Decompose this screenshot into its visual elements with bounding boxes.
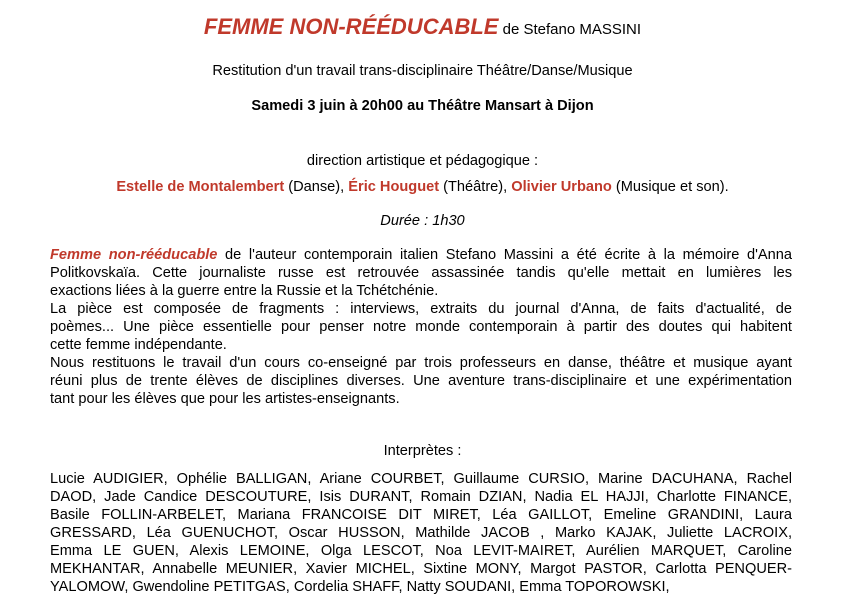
description-line: La pièce est composée de fragments : interviews, extraits du journal d'Anna, de faits d'actualité, de: [50, 301, 792, 317]
description-line: tant pour les élèves que pour les artistes-enseignants.: [50, 391, 400, 407]
performers-line: Emma LE GUEN, Alexis LEMOINE, Olga LESCOT, Noa LEVIT-MAIRET, Aurélien MARQUET, Caroline: [50, 543, 792, 559]
direction-label: direction artistique et pédagogique :: [306, 153, 539, 169]
description-block: [50, 246, 792, 408]
date-line: Samedi 3 juin à 20h00 au Théâtre Mansart à Dijon: [251, 98, 594, 114]
performers-line: DAOD, Jade Candice DESCOUTURE, Isis DURANT, Romain DZIAN, Nadia EL HAJJI, Charlotte FINANCE,: [50, 489, 792, 505]
performers-list: [50, 470, 792, 596]
performers-line: Lucie AUDIGIER, Ophélie BALLIGAN, Ariane COURBET, Guillaume CURSIO, Marine DACUHANA, Rachel: [50, 471, 792, 487]
description-lead: Femme non-rééducable: [50, 247, 218, 263]
description-line: cette femme indépendante.: [50, 337, 227, 353]
description-line: Femme non-rééducable de l'auteur contemporain italien Stefano Massini a été écrite à la mémoire d'Anna: [50, 247, 792, 263]
director-name-music: Olivier Urbano: [511, 179, 612, 195]
performers-line: YALOMOW, Gwendoline PETITGAS, Cordelia SHAFF, Natty SOUDANI, Emma TOPOROWSKI,: [50, 579, 670, 595]
performers-label: Interprètes :: [383, 443, 462, 459]
performers-line: GRESSARD, Léa GUENUCHOT, Oscar HUSSON, Mathilde JACOB , Marko KAJAK, Juliette LACROIX,: [50, 525, 792, 541]
performers-line: MEKHANTAR, Annabelle MEUNIER, Xavier MICHEL, Sixtine MONY, Margot PASTOR, Carlotta PENQUER-: [50, 561, 792, 577]
director-name-dance: Estelle de Montalembert: [116, 179, 285, 195]
description-line: Politkovskaïa. Cette journaliste russe est retrouvée assassinée tandis qu'elle mettait en lumières les: [50, 265, 792, 281]
author-byline: de Stefano MASSINI: [498, 21, 642, 38]
subtitle: Restitution d'un travail trans-disciplinaire Théâtre/Danse/Musique: [212, 63, 633, 79]
direction-people: [0, 178, 845, 196]
director-role-theatre: (Théâtre),: [439, 179, 512, 195]
director-role-dance: (Danse),: [284, 179, 349, 195]
duration: Durée : 1h30: [380, 213, 465, 229]
performers-line: Basile FOLLIN-ARBELET, Mariana FRANCOISE DIT MIRET, Léa GAILLOT, Emeline GRANDINI, Laura: [50, 507, 792, 523]
director-role-music: (Musique et son).: [611, 179, 729, 195]
director-name-theatre: Éric Houguet: [348, 179, 440, 195]
play-title: FEMME NON-RÉÉDUCABLE: [203, 14, 499, 39]
description-line: réuni plus de trente élèves de disciplines diverses. Une aventure trans-disciplinaire et une expérimentation: [50, 373, 792, 389]
description-line: Nous restituons le travail d'un cours co-enseigné par trois professeurs en danse, théâtre et musique ayant: [50, 355, 792, 371]
description-line: exactions liées à la guerre entre la Russie et la Tchétchénie.: [50, 283, 439, 299]
description-line: poèmes... Une pièce essentielle pour penser notre monde contemporain à partir des doutes qui habitent: [50, 319, 792, 335]
title-line: [0, 14, 845, 44]
